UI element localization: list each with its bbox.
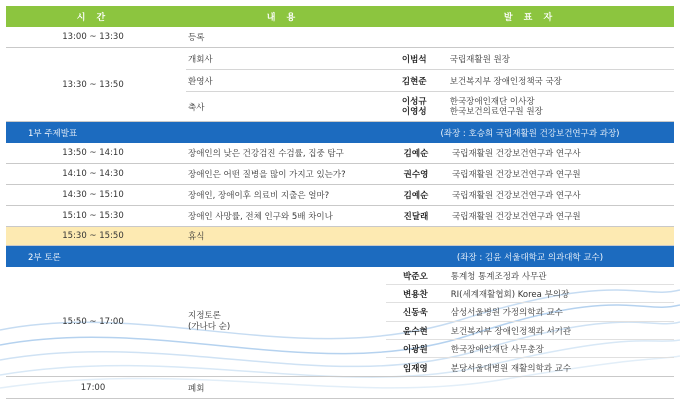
panel-member-org: 삼성서울병원 가정의학과 교수 — [450, 308, 563, 318]
break-row — [6, 227, 674, 246]
panel-note: (가나다 순) — [188, 321, 231, 332]
row-time: 15:30 ~ 15:50 — [62, 231, 124, 241]
header-time: 시 간 — [76, 13, 110, 23]
presenter-name: 이범석 — [401, 54, 427, 65]
panel-group-row — [6, 267, 674, 377]
panel-member — [386, 340, 674, 358]
row-content: 장애인, 장애이후 의료비 지출은 얼마? — [188, 191, 330, 201]
table-header — [6, 6, 674, 27]
presenter-name: 진달래 — [403, 212, 429, 222]
panel-member-org: 한국장애인재단 사무총장 — [450, 344, 544, 355]
row-time: 14:10 ~ 14:30 — [62, 169, 124, 179]
presenter-org: 보건복지부 장애인정책국 국장 — [449, 76, 562, 87]
talk-row — [6, 164, 674, 185]
panel-content — [186, 267, 386, 376]
section-title: 1부 주제발표 — [28, 128, 78, 139]
row-content: 폐회 — [188, 383, 205, 394]
opening-item — [186, 70, 674, 92]
panel-member-name: 신동욱 — [403, 308, 428, 318]
panel-member-name: 이광원 — [403, 344, 428, 355]
panel-member-org: 통계청 통계조정과 사무관 — [450, 271, 547, 282]
presenter-name: 이영성 — [401, 107, 427, 117]
presenter-orgs — [444, 97, 674, 117]
presenter-org: 한국장애인재단 이사장 — [449, 97, 535, 107]
talk-row — [6, 206, 674, 227]
table-row — [6, 27, 674, 48]
item-content: 환영사 — [188, 76, 213, 87]
panel-member-name: 변용찬 — [403, 289, 428, 300]
row-content: 휴식 — [188, 232, 205, 242]
panel-member-name: 윤수현 — [403, 326, 428, 337]
panel-label: 지정토론 — [188, 310, 221, 321]
row-content: 장애인의 낮은 건강검진 수검률, 집중 탐구 — [188, 149, 344, 159]
presenter-org: 국립재활원 건강보건연구과 연구원 — [452, 212, 581, 222]
presenter-org: 국립재활원 건강보건연구과 연구사 — [452, 191, 581, 201]
opening-item — [186, 92, 674, 122]
presenter-name: 권수영 — [403, 170, 429, 180]
presenter-org: 국립재활원 건강보건연구과 연구사 — [452, 149, 581, 159]
presenter-name: 이성규 — [401, 97, 427, 107]
panel-member — [386, 267, 674, 285]
panel-member — [386, 285, 674, 303]
panel-member-name: 박준오 — [403, 271, 428, 282]
row-time: 15:10 ~ 15:30 — [62, 211, 124, 221]
presenter-names — [385, 97, 444, 117]
talk-row — [6, 185, 674, 206]
panel-member-org: 보건복지부 장애인정책과 서기관 — [450, 326, 572, 337]
presenter-name: 김예순 — [403, 191, 429, 201]
presenter-name: 김예순 — [403, 149, 429, 159]
closing-row — [6, 377, 674, 399]
opening-item — [186, 48, 674, 70]
item-content: 축사 — [188, 103, 205, 113]
panel-member-org: 분당서울대병원 재활의학과 교수 — [450, 363, 572, 374]
row-content: 장애인 사망률, 전체 인구와 5배 차이나 — [188, 212, 333, 222]
row-time: 13:00 ~ 13:30 — [62, 32, 124, 42]
row-content: 등록 — [188, 33, 205, 43]
header-presenter: 발 표 자 — [503, 13, 557, 23]
presenter-org: 국립재활원 건강보건연구과 연구원 — [452, 170, 581, 180]
row-time: 14:30 ~ 15:10 — [62, 190, 124, 200]
row-time: 15:50 ~ 17:00 — [62, 316, 124, 327]
row-time: 13:30 ~ 13:50 — [62, 79, 124, 90]
presenter-org: 한국보건의료연구원 원장 — [449, 107, 543, 117]
section-header-1 — [6, 122, 674, 143]
row-time: 13:50 ~ 14:10 — [62, 148, 124, 158]
presenter-name: 김현준 — [401, 76, 427, 87]
section-header-2 — [6, 246, 674, 267]
opening-group-row — [6, 48, 674, 122]
panel-member-name: 임재영 — [403, 363, 428, 374]
program-schedule-table — [6, 6, 674, 399]
row-time: 17:00 — [80, 382, 106, 393]
panel-member — [386, 358, 674, 377]
item-content: 개회사 — [188, 54, 213, 65]
talk-row — [6, 143, 674, 164]
section-chair: (좌장 : 김윤 서울대학교 의과대학 교수) — [456, 252, 604, 263]
header-content: 내 용 — [266, 13, 300, 23]
section-title: 2부 토론 — [28, 252, 61, 263]
panel-member-org: RI(세계재활협회) Korea 부의장 — [450, 289, 570, 300]
section-chair: (좌장 : 호승희 국립재활원 건강보건연구과 과장) — [440, 128, 620, 139]
panel-member — [386, 303, 674, 322]
presenter-org: 국립재활원 원장 — [449, 54, 510, 65]
panel-member — [386, 322, 674, 340]
row-content: 장애인은 어떤 질병을 많이 가지고 있는가? — [188, 170, 346, 180]
